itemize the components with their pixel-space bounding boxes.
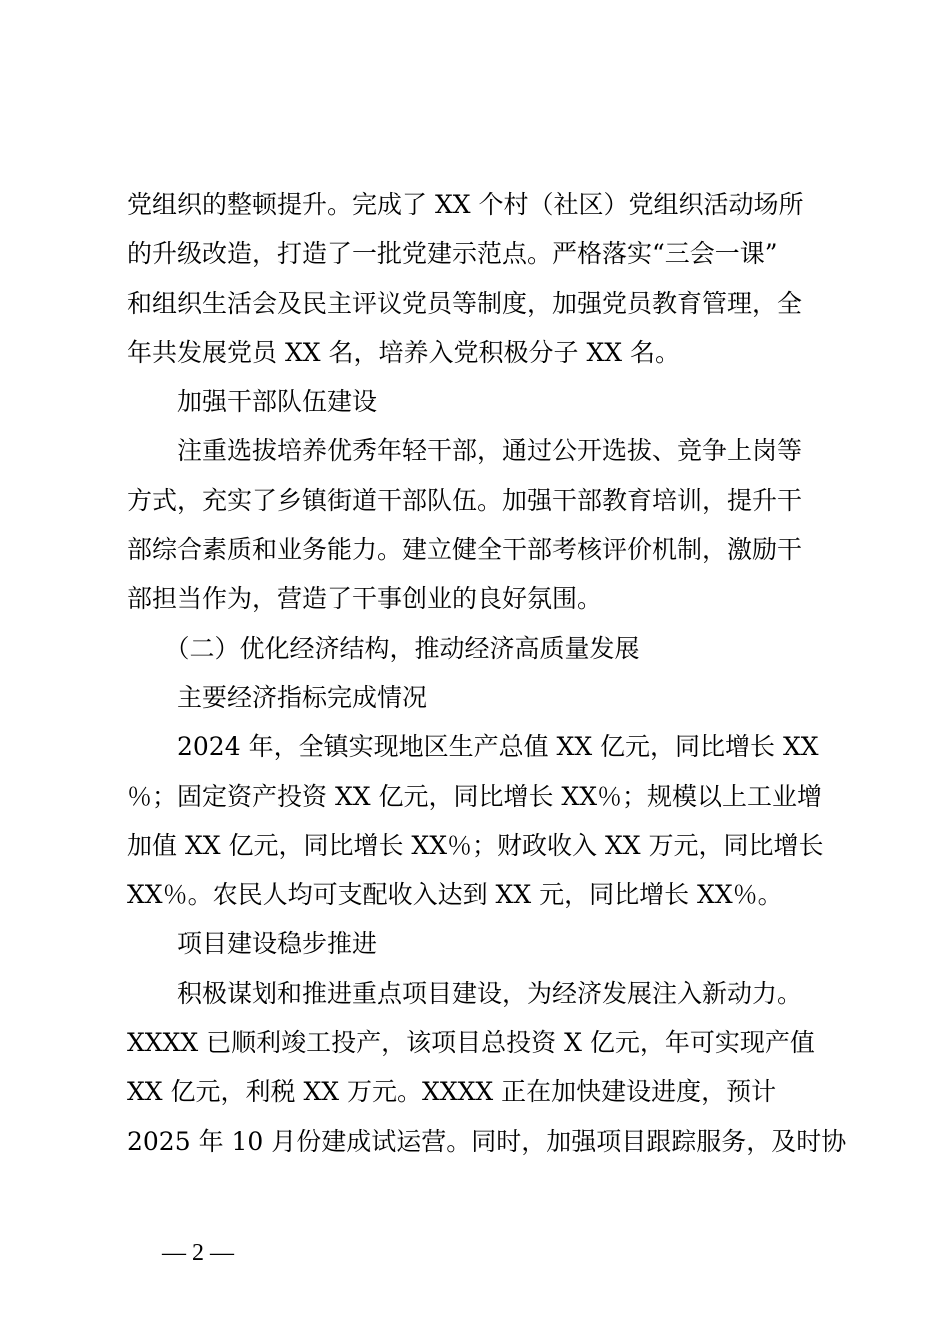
section-heading: 加强干部队伍建设 bbox=[127, 387, 378, 417]
text-line: XX％。农民人均可支配收入达到 XX 元，同比增长 XX％。 bbox=[127, 880, 783, 910]
text-line: 的升级改造，打造了一批党建示范点。严格落实“三会一课” bbox=[127, 239, 778, 269]
text-line: 部担当作为，营造了干事创业的良好氛围。 bbox=[127, 584, 603, 614]
text-line: 方式，充实了乡镇街道干部队伍。加强干部教育培训，提升干 bbox=[127, 485, 803, 515]
text-line: 2025 年 10 月份建成试运营。同时，加强项目跟踪服务，及时协 bbox=[127, 1126, 847, 1156]
text-line: 和组织生活会及民主评议党员等制度，加强党员教育管理，全 bbox=[127, 288, 803, 318]
text-line: 2024 年，全镇实现地区生产总值 XX 亿元，同比增长 XX bbox=[127, 732, 819, 762]
text-line: 注重选拔培养优秀年轻干部，通过公开选拔、竞争上岗等 bbox=[127, 436, 803, 466]
text-line: 年共发展党员 XX 名，培养入党积极分子 XX 名。 bbox=[127, 337, 680, 367]
section-heading: 主要经济指标完成情况 bbox=[127, 682, 428, 712]
text-line: XXXX 已顺利竣工投产，该项目总投资 X 亿元，年可实现产值 bbox=[127, 1028, 815, 1058]
text-line: 积极谋划和推进重点项目建设，为经济发展注入新动力。 bbox=[127, 978, 803, 1008]
document-body bbox=[127, 180, 847, 1166]
section-heading: 项目建设稳步推进 bbox=[127, 929, 378, 959]
text-line: XX 亿元，利税 XX 万元。XXXX 正在加快建设进度，预计 bbox=[127, 1077, 777, 1107]
text-line: 加值 XX 亿元，同比增长 XX％；财政收入 XX 万元，同比增长 bbox=[127, 830, 824, 860]
text-line: 党组织的整顿提升。完成了 XX 个村（社区）党组织活动场所 bbox=[127, 190, 804, 219]
text-line: ％；固定资产投资 XX 亿元，同比增长 XX％；规模以上工业增 bbox=[127, 781, 823, 811]
page-number: — 2 — bbox=[162, 1240, 234, 1266]
text-line: 部综合素质和业务能力。建立健全干部考核评价机制，激励干 bbox=[127, 535, 803, 565]
section-heading: （二）优化经济结构，推动经济高质量发展 bbox=[127, 633, 640, 663]
